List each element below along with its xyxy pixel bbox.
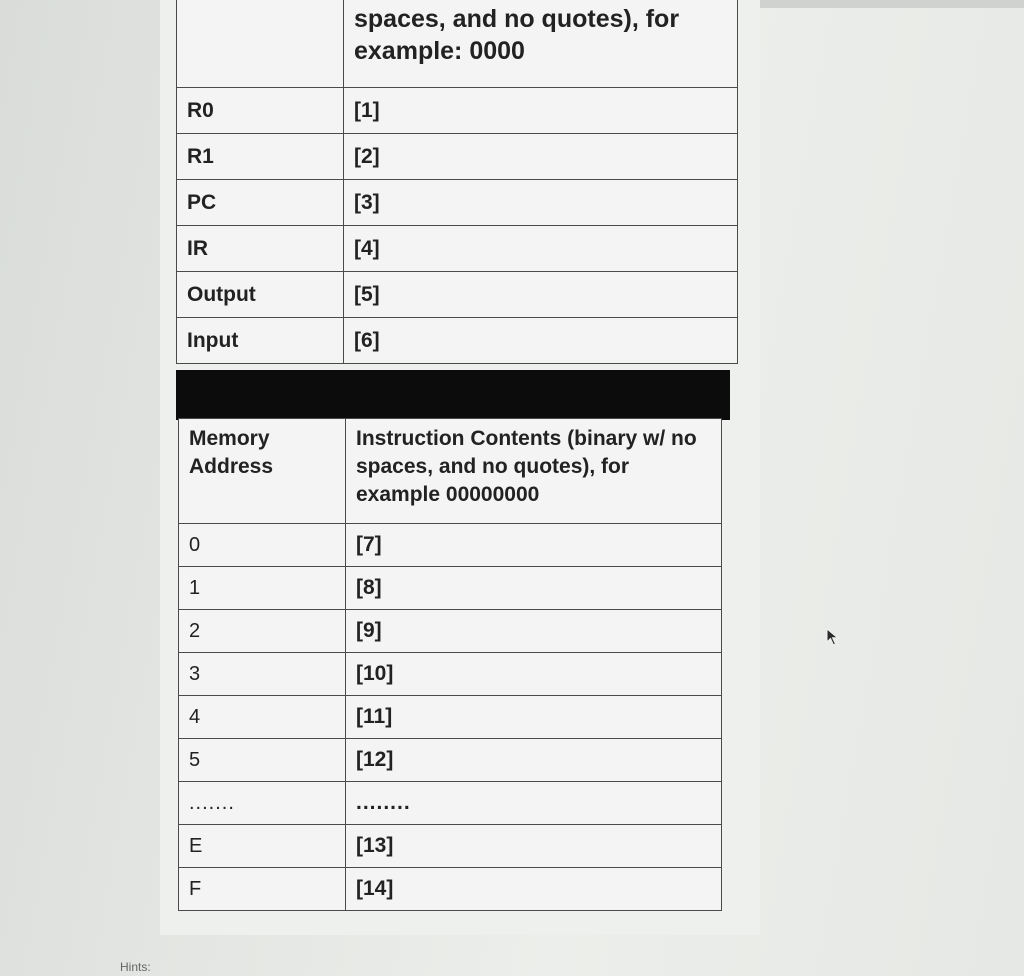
instruction-value: [13] [346,825,722,868]
register-row-ir [177,226,738,272]
register-value: [6] [344,318,738,364]
memory-address-header: Memory Address [179,419,346,524]
register-value: [4] [344,226,738,272]
memory-table [178,418,722,911]
memory-address-ellipsis: ....... [179,782,346,825]
memory-address: F [179,868,346,911]
register-row-output [177,272,738,318]
memory-row [179,610,722,653]
register-table-header-row [177,0,738,88]
instruction-value: [11] [346,696,722,739]
register-header-empty-cell [177,0,344,88]
register-value: [5] [344,272,738,318]
memory-row [179,825,722,868]
register-name: R1 [177,134,344,180]
memory-row [179,653,722,696]
instruction-value: [7] [346,524,722,567]
instruction-value: [8] [346,567,722,610]
memory-address: 2 [179,610,346,653]
table-separator-bar [176,370,730,420]
memory-address: 5 [179,739,346,782]
memory-row [179,868,722,911]
register-name: Output [177,272,344,318]
register-value: [3] [344,180,738,226]
register-header-text: spaces, and no quotes), for example: 0000 [344,0,738,88]
register-value: [2] [344,134,738,180]
register-name: Input [177,318,344,364]
register-name: R0 [177,88,344,134]
instruction-value: [10] [346,653,722,696]
register-table [176,0,738,364]
memory-row [179,567,722,610]
memory-address: 0 [179,524,346,567]
instruction-value: [12] [346,739,722,782]
window-edge [740,0,1024,8]
memory-row [179,524,722,567]
memory-address: 4 [179,696,346,739]
register-row-input [177,318,738,364]
memory-row [179,696,722,739]
register-value: [1] [344,88,738,134]
register-row-pc [177,180,738,226]
memory-address: 1 [179,567,346,610]
hints-label: Hints: [120,960,151,974]
memory-row [179,739,722,782]
mouse-pointer-icon [826,628,840,646]
memory-address: 3 [179,653,346,696]
register-name: IR [177,226,344,272]
memory-address: E [179,825,346,868]
register-name: PC [177,180,344,226]
register-row-r0 [177,88,738,134]
memory-row-ellipsis [179,782,722,825]
register-row-r1 [177,134,738,180]
instruction-value: [9] [346,610,722,653]
memory-table-header-row [179,419,722,524]
instruction-contents-header: Instruction Contents (binary w/ no spaces, and no quotes), for example 00000000 [346,419,722,524]
instruction-value-ellipsis: ........ [346,782,722,825]
instruction-value: [14] [346,868,722,911]
